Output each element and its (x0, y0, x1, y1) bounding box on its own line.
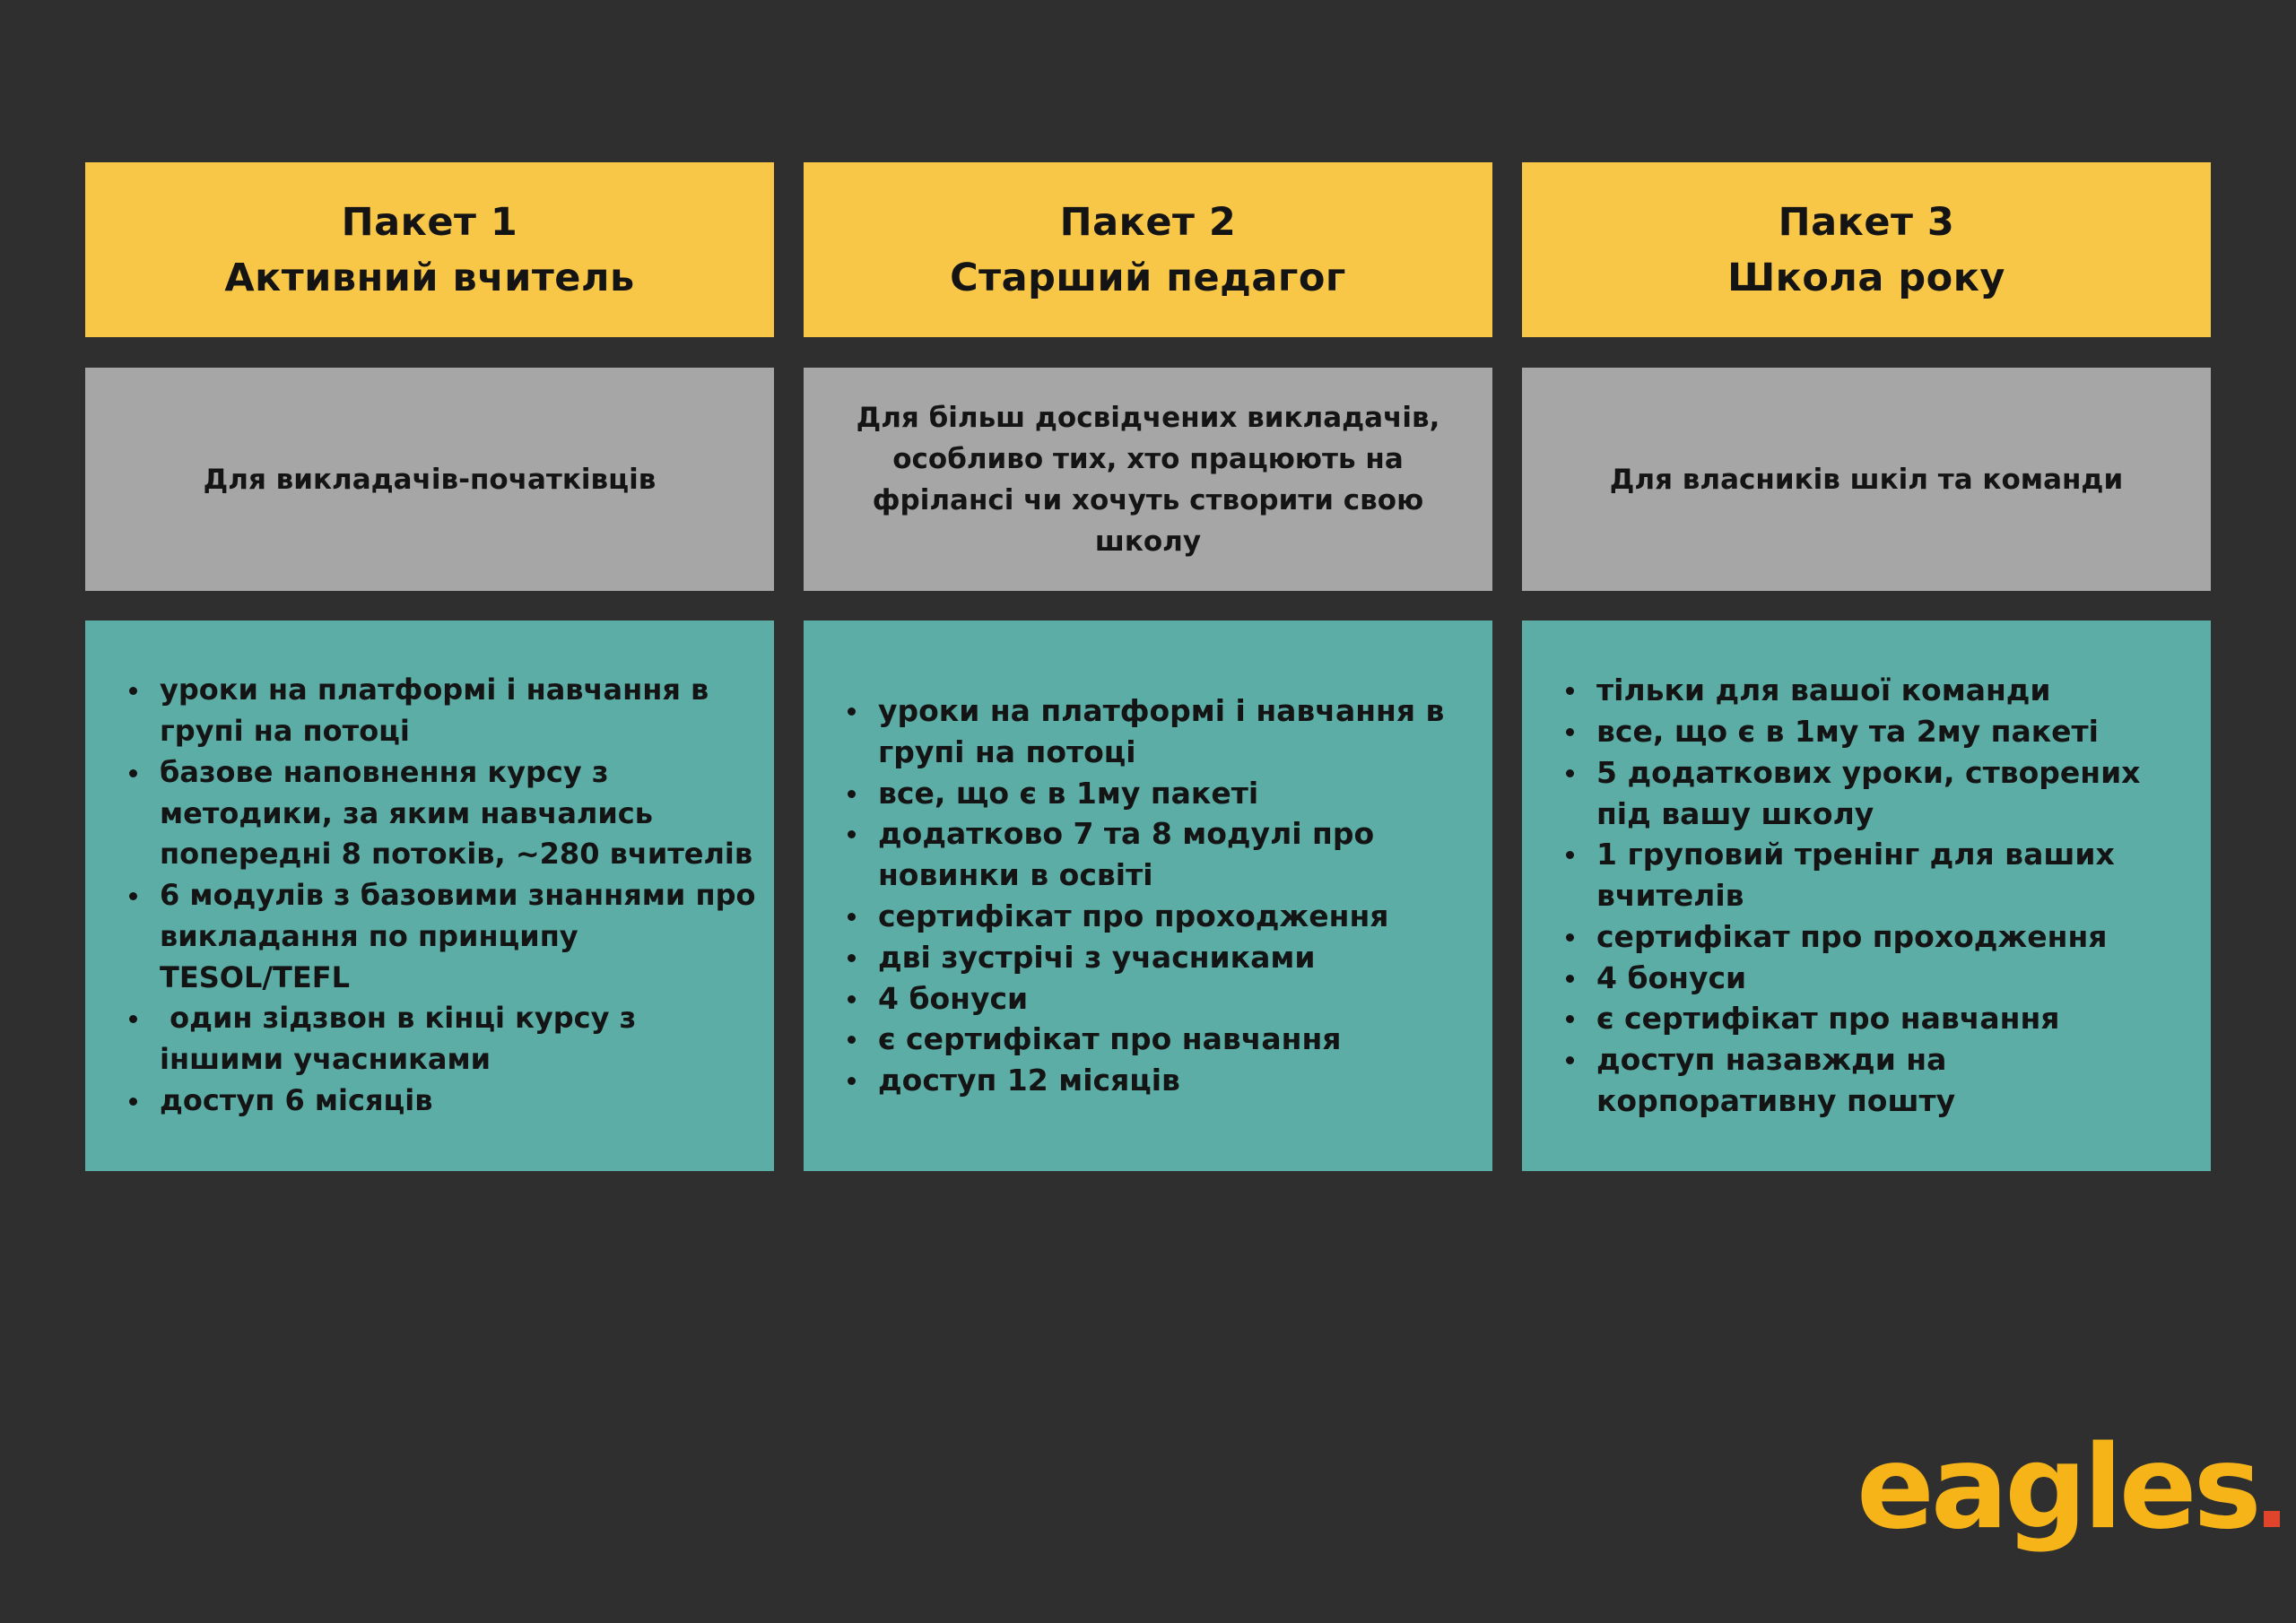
logo-dot-icon (2264, 1511, 2280, 1527)
feature-item: 1 груповий тренінг для ваших вчителів (1596, 834, 2211, 916)
feature-item: уроки на платформі і навчання в групі на потоці (878, 690, 1492, 773)
package-features-box (85, 621, 774, 1171)
package-description-box (85, 368, 774, 591)
package-number: Пакет 1 (341, 199, 518, 245)
feature-item: доступ 12 місяців (878, 1060, 1492, 1101)
package-description: Для викладачів-початківців (203, 463, 657, 496)
feature-item: дві зустрічі з учасниками (878, 937, 1492, 978)
feature-item: додатково 7 та 8 модулі про новинки в освіті (878, 813, 1492, 896)
package-title-box (1522, 162, 2211, 337)
feature-item: все, що є в 1му пакеті (878, 773, 1492, 814)
logo-wordmark: eagles (1857, 1421, 2258, 1555)
feature-item: доступ назавжди на корпоративну пошту (1596, 1039, 2211, 1122)
package-title-box (804, 162, 1492, 337)
package-description-box (1522, 368, 2211, 591)
package-features-box (804, 621, 1492, 1171)
package-name: Школа року (1727, 255, 2005, 300)
feature-item: 4 бонуси (878, 978, 1492, 1020)
package-number: Пакет 2 (1059, 199, 1237, 245)
package-column-3 (1522, 0, 2211, 1623)
feature-item: один зідзвон в кінці курсу з іншими учасниками (160, 998, 774, 1081)
feature-item: базове наповнення курсу з методики, за яким навчались попередні 8 потоків, ~280 вчителів (160, 752, 774, 875)
package-name: Старший педагог (950, 255, 1346, 300)
package-name: Активний вчитель (224, 255, 635, 300)
feature-item: 5 додаткових уроки, створених під вашу школу (1596, 752, 2211, 835)
package-description: Для більш досвідчених викладачів, особливо тих, хто працюють на фрілансі чи хочуть створити свою школу (856, 401, 1440, 558)
feature-list (1522, 670, 2211, 1122)
feature-item: тільки для вашої команди (1596, 670, 2211, 711)
package-number: Пакет 3 (1778, 199, 1955, 245)
feature-item: уроки на платформі і навчання в групі на потоці (160, 670, 774, 752)
package-description-box (804, 368, 1492, 591)
package-column-2 (804, 0, 1492, 1623)
feature-item: доступ 6 місяців (160, 1081, 774, 1122)
feature-item: є сертифікат про навчання (878, 1019, 1492, 1060)
feature-list (804, 690, 1492, 1101)
feature-item: сертифікат про проходження (1596, 916, 2211, 958)
package-column-1 (85, 0, 774, 1623)
eagles-logo (1857, 1421, 2280, 1556)
feature-item: 6 модулів з базовими знаннями про викладання по принципу TESOL/TEFL (160, 875, 774, 998)
package-features-box (1522, 621, 2211, 1171)
feature-item: 4 бонуси (1596, 958, 2211, 999)
package-description: Для власників шкіл та команди (1609, 463, 2124, 496)
feature-list (85, 670, 774, 1122)
feature-item: сертифікат про проходження (878, 896, 1492, 937)
feature-item: все, що є в 1му та 2му пакеті (1596, 711, 2211, 752)
package-title-box (85, 162, 774, 337)
feature-item: є сертифікат про навчання (1596, 998, 2211, 1039)
